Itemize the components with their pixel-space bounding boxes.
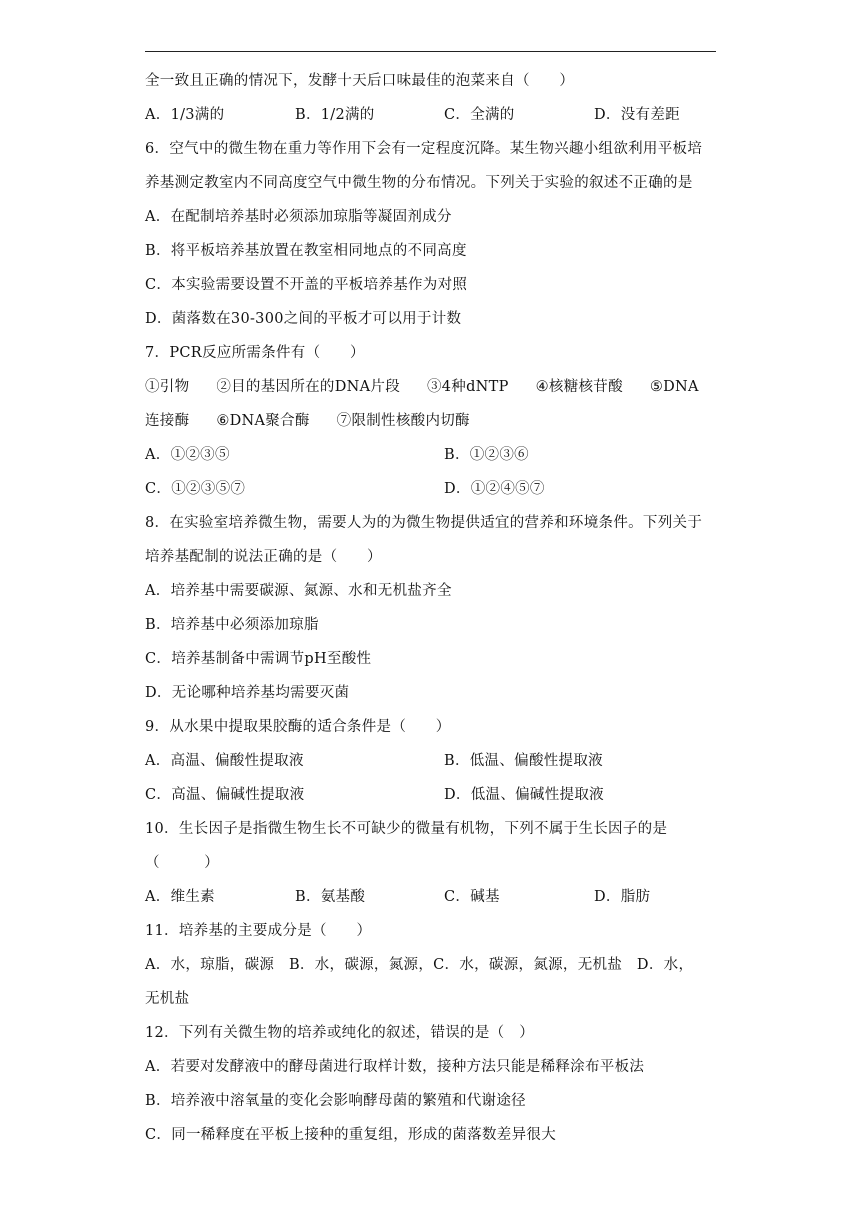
- q10-option-c[interactable]: C．碱基: [444, 889, 500, 905]
- emphasis-dot-char: 不: [618, 175, 634, 191]
- q6-stem-line2-post: 的是: [663, 175, 693, 191]
- q8-stem-line2: 培养基配制的说法正确的是（ ）: [145, 549, 382, 565]
- q9-option-b[interactable]: B．低温、偏酸性提取液: [444, 753, 603, 769]
- q12-stem: 12．下列有关微生物的培养或纯化的叙述，错误的是（ ）: [145, 1025, 535, 1041]
- q6-stem-line2-pre: 养基测定教室内不同高度空气中微生物的分布情况。下列关于实验的叙述: [145, 175, 619, 191]
- q9-options-row2: [145, 778, 716, 812]
- q10-stem-line1: 10．生长因子是指微生物生长不可缺少的微量有机物，下列不属于生长因子的是: [145, 821, 668, 837]
- q7-stem: 7．PCR反应所需条件有（ ）: [145, 345, 365, 361]
- q6-stem-line2: [145, 166, 716, 200]
- header-rule: [145, 51, 716, 52]
- q5-option-d[interactable]: D．没有差距: [594, 107, 680, 123]
- q7-items-line1: [145, 370, 716, 404]
- q7-option-c[interactable]: C．①②③⑤⑦: [145, 481, 246, 497]
- q6-option-d[interactable]: D．菌落数在30-300之间的平板才可以用于计数: [145, 311, 462, 327]
- q11-options-line2[interactable]: 无机盐: [145, 991, 190, 1007]
- q10-options: [145, 880, 716, 914]
- q8-option-d[interactable]: D．无论哪种培养基均需要灭菌: [145, 685, 350, 701]
- q7-item: ⑦限制性核酸内切酶: [336, 413, 470, 429]
- q10-option-a[interactable]: A．维生素: [145, 889, 215, 905]
- q8-option-b[interactable]: B．培养基中必须添加琼脂: [145, 617, 319, 633]
- q9-options-row1: [145, 744, 716, 778]
- q5-option-c[interactable]: C．全满的: [444, 107, 515, 123]
- q7-item: ⑤DNA: [649, 379, 699, 395]
- q7-option-a[interactable]: A．①②③⑤: [145, 447, 230, 463]
- q10-option-b[interactable]: B．氨基酸: [295, 889, 366, 905]
- q7-option-b[interactable]: B．①②③⑥: [444, 447, 529, 463]
- q9-option-a[interactable]: A．高温、偏酸性提取液: [145, 753, 304, 769]
- q7-items-line2: [145, 404, 716, 438]
- q7-item: ①引物: [145, 379, 190, 395]
- q7-item: ②目的基因所在的DNA片段: [216, 379, 401, 395]
- q7-item: 连接酶: [145, 413, 190, 429]
- q7-options-row1: [145, 438, 716, 472]
- q8-stem-line1: 8．在实验室培养微生物，需要人为的为微生物提供适宜的营养和环境条件。下列关于: [145, 515, 703, 531]
- q5-option-a[interactable]: A．1/3满的: [145, 107, 225, 123]
- q9-option-c[interactable]: C．高温、偏碱性提取液: [145, 787, 305, 803]
- q12-option-b[interactable]: B．培养液中溶氧量的变化会影响酵母菌的繁殖和代谢途径: [145, 1093, 526, 1109]
- q7-options-row2: [145, 472, 716, 506]
- q6-stem-line1: 6．空气中的微生物在重力等作用下会有一定程度沉降。某生物兴趣小组欲利用平板培: [145, 141, 703, 157]
- q7-option-d[interactable]: D．①②④⑤⑦: [444, 481, 545, 497]
- q11-options-line1[interactable]: A．水，琼脂，碳源 B．水，碳源，氮源，C．水，碳源，氮源，无机盐 D．水，: [145, 957, 694, 973]
- emphasis-dot-char: 确: [648, 175, 664, 191]
- q6-option-b[interactable]: B．将平板培养基放置在教室相同地点的不同高度: [145, 243, 467, 259]
- q8-option-c[interactable]: C．培养基制备中需调节pH至酸性: [145, 651, 372, 667]
- question-sheet: [145, 64, 716, 1152]
- q9-option-d[interactable]: D．低温、偏碱性提取液: [444, 787, 604, 803]
- q7-item: ③4种dNTP: [426, 379, 509, 395]
- q5-options: [145, 98, 716, 132]
- q5-option-b[interactable]: B．1/2满的: [295, 107, 375, 123]
- q10-stem-line2: （ ）: [145, 855, 219, 871]
- emphasis-dot-char: 正: [633, 175, 649, 191]
- q11-stem: 11．培养基的主要成分是（ ）: [145, 923, 372, 939]
- q12-option-a[interactable]: A．若要对发酵液中的酵母菌进行取样计数，接种方法只能是稀释涂布平板法: [145, 1059, 645, 1075]
- q6-option-c[interactable]: C．本实验需要设置不开盖的平板培养基作为对照: [145, 277, 468, 293]
- q7-item: ④核糖核苷酸: [535, 379, 623, 395]
- q8-option-a[interactable]: A．培养基中需要碳源、氮源、水和无机盐齐全: [145, 583, 452, 599]
- q9-stem: 9．从水果中提取果胶酶的适合条件是（ ）: [145, 719, 451, 735]
- q5-stem-continuation: 全一致且正确的情况下，发酵十天后口味最佳的泡菜来自（ ）: [145, 73, 575, 89]
- q6-option-a[interactable]: A．在配制培养基时必须添加琼脂等凝固剂成分: [145, 209, 452, 225]
- q12-option-c[interactable]: C．同一稀释度在平板上接种的重复组，形成的菌落数差异很大: [145, 1127, 556, 1143]
- q10-option-d[interactable]: D．脂肪: [594, 889, 651, 905]
- q7-item: ⑥DNA聚合酶: [216, 413, 310, 429]
